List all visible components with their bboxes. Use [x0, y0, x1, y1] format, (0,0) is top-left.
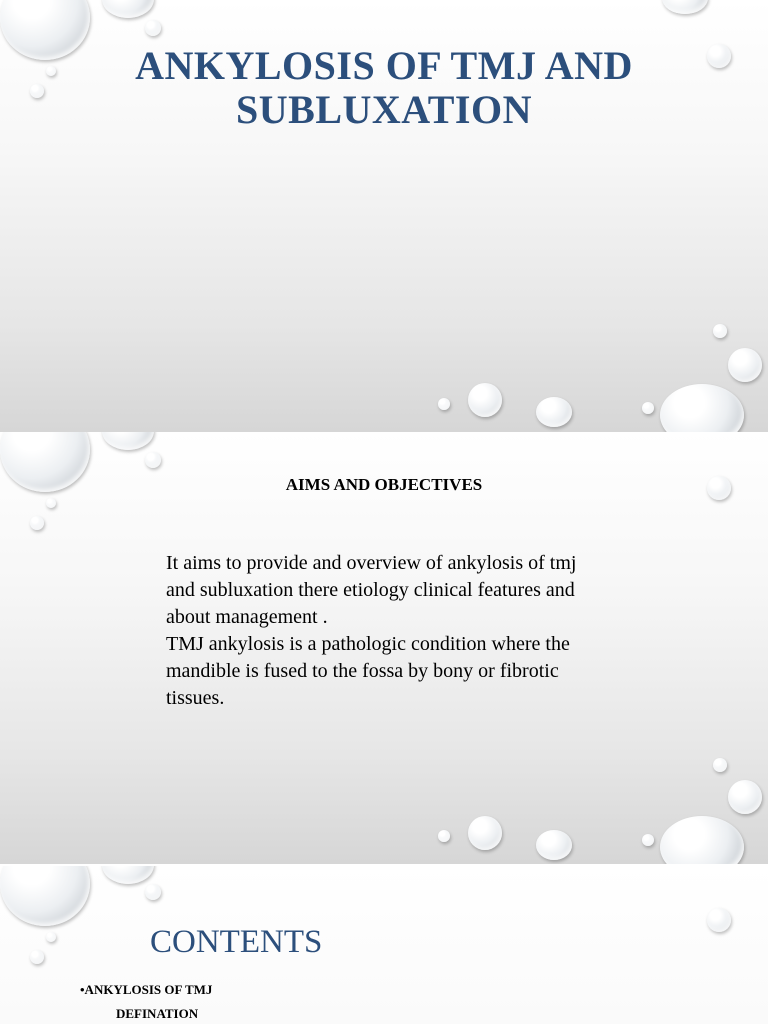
slide-3: [0, 866, 768, 1024]
water-drop-decoration: [728, 780, 762, 814]
slide-1: [0, 0, 768, 432]
water-drop-decoration: [46, 932, 56, 942]
water-drop-decoration: [660, 816, 744, 864]
water-drop-decoration: [145, 452, 161, 468]
slide-2: [0, 432, 768, 864]
water-drop-decoration: [642, 402, 654, 414]
water-drop-decoration: [468, 383, 502, 417]
water-drop-decoration: [30, 950, 44, 964]
slide-title: ANKYLOSIS OF TMJ AND SUBLUXATION: [135, 43, 633, 132]
water-drop-decoration: [536, 397, 572, 427]
water-drop-decoration: [468, 816, 502, 850]
water-drop-decoration: [438, 398, 450, 410]
water-drop-decoration: [707, 44, 731, 68]
water-drop-decoration: [30, 516, 44, 530]
body-paragraph: TMJ ankylosis is a pathologic condition where the mandible is fused to the fossa by bony or fibrotic tissues.: [166, 633, 570, 709]
contents-item: DEFINATION: [116, 1006, 199, 1021]
water-drop-decoration: [46, 66, 56, 76]
water-drop-decoration: [642, 834, 654, 846]
water-drop-decoration: [713, 324, 727, 338]
water-drop-decoration: [46, 498, 56, 508]
water-drop-decoration: [145, 20, 161, 36]
body-paragraph: It aims to provide and overview of ankylosis of tmj and subluxation there etiology clinical features and about management .: [166, 552, 577, 628]
water-drop-decoration: [102, 432, 154, 450]
slide-title: CONTENTS: [150, 924, 323, 960]
water-drop-decoration: [102, 0, 154, 18]
water-drop-decoration: [102, 866, 154, 884]
water-drop-decoration: [536, 830, 572, 860]
water-drop-decoration: [728, 348, 762, 382]
slide-body: [166, 550, 586, 712]
water-drop-decoration: [438, 830, 450, 842]
water-drop-decoration: [145, 884, 161, 900]
water-drop-decoration: [0, 866, 90, 926]
water-drop-decoration: [30, 84, 44, 98]
water-drop-decoration: [662, 0, 708, 14]
contents-item: •ANKYLOSIS OF TMJ: [80, 982, 213, 997]
water-drop-decoration: [660, 384, 744, 432]
slide-title: AIMS AND OBJECTIVES: [285, 475, 483, 494]
water-drop-decoration: [713, 758, 727, 772]
water-drop-decoration: [707, 908, 731, 932]
